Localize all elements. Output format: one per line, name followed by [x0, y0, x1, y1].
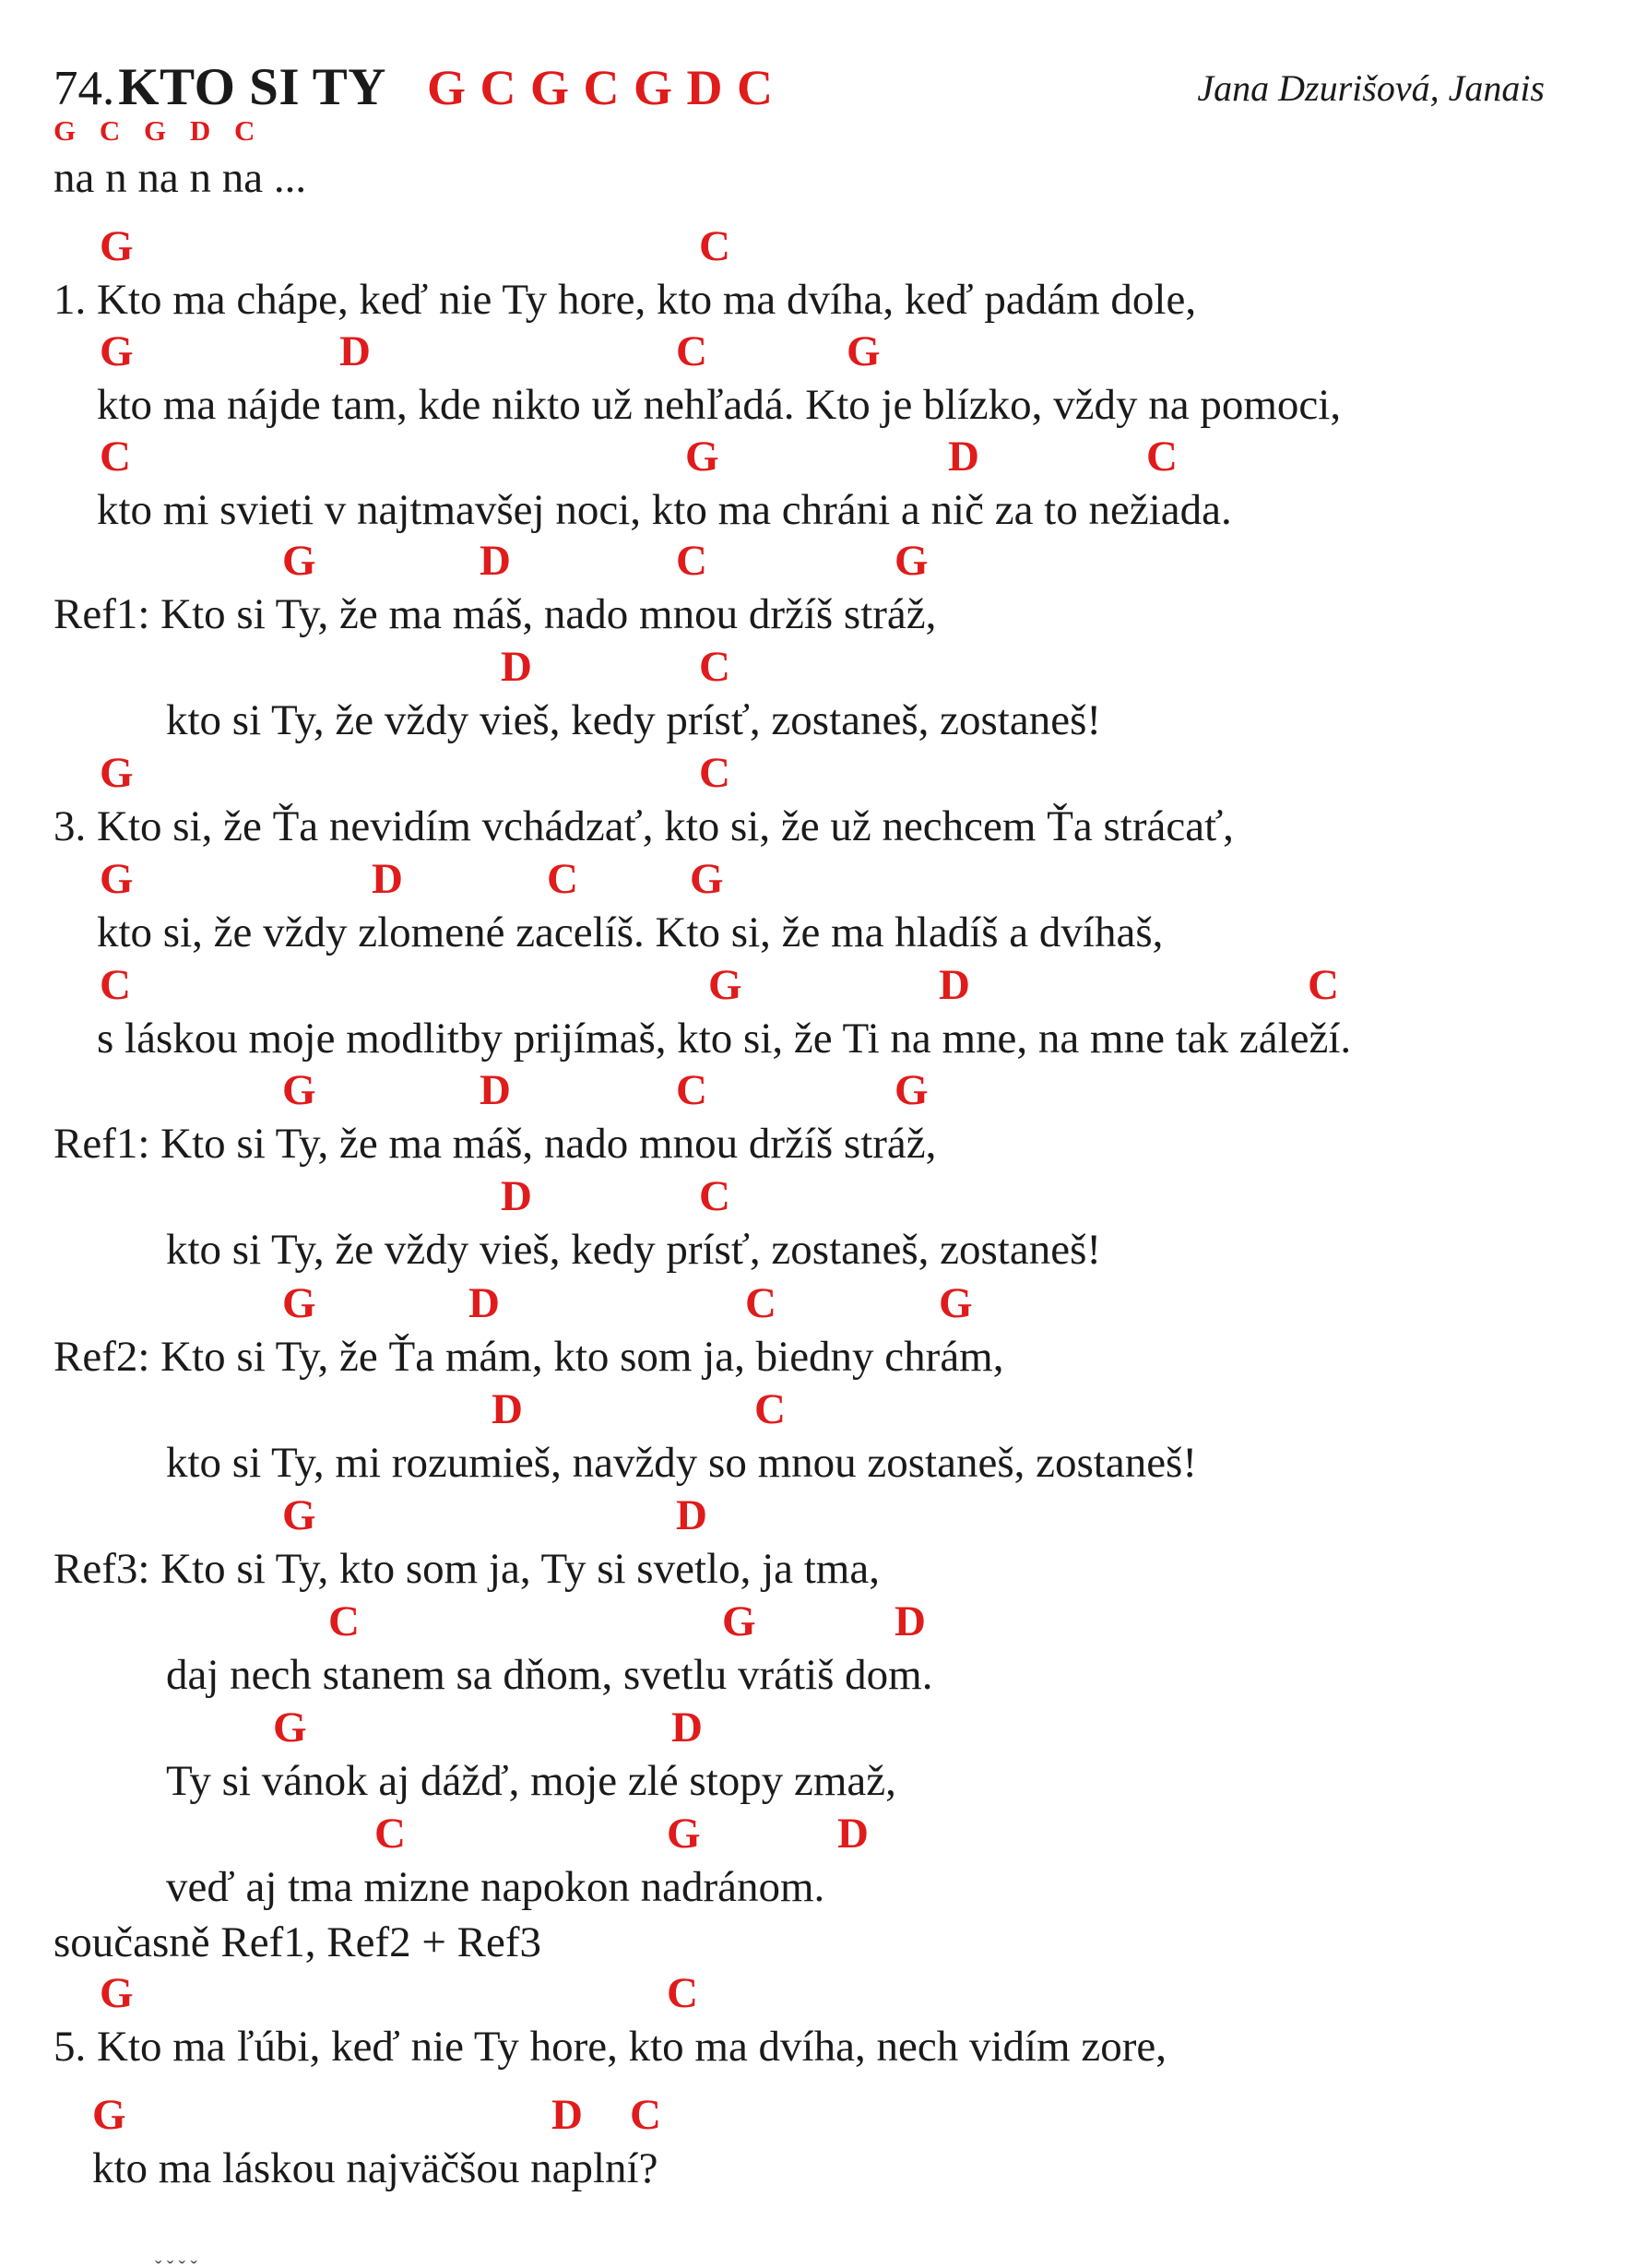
chord: D [480, 537, 511, 585]
lyric-line: Ref1: Kto si Ty, že ma máš, nado mnou držíš stráž, [53, 1120, 937, 1168]
song-heading [53, 57, 774, 117]
chord: C [1308, 961, 1339, 1009]
chord: D [551, 2091, 583, 2139]
chord: D [837, 1810, 869, 1858]
chord: G [100, 1969, 134, 2017]
lyric-line: současně Ref1, Ref2 + Ref3 [53, 1918, 542, 1966]
chord: C [667, 1969, 698, 2017]
lyric-line: kto ma nájde tam, kde nikto už nehľadá. Kto je blízko, vždy na pomoci, [97, 381, 1342, 429]
chord: D [948, 433, 979, 481]
chord: G [708, 961, 742, 1009]
lyric-line: s láskou moje modlitby prijímaš, kto si, že Ti na mne, na mne tak záleží. [97, 1015, 1352, 1063]
chord: C [676, 1066, 707, 1114]
lyric-line: veď aj tma mizne napokon nadránom. [166, 1863, 825, 1911]
lyric-line: Ref1: Kto si Ty, že ma máš, nado mnou držíš stráž, [53, 590, 937, 638]
intro-chords: G C G D C [53, 114, 264, 147]
chord: G [939, 1279, 973, 1327]
lyric-line: kto ma láskou najväčšou naplní? [92, 2144, 658, 2192]
lyric-line: kto mi svieti v najtmavšej noci, kto ma chráni a nič za to nežiada. [97, 486, 1232, 534]
chord: D [492, 1385, 523, 1433]
lyric-line: kto si Ty, že vždy vieš, kedy prísť, zostaneš, zostaneš! [166, 696, 1102, 744]
lyric-line: kto si Ty, mi rozumieš, navždy so mnou zostaneš, zostaneš! [166, 1439, 1197, 1487]
chord: C [328, 1597, 360, 1645]
lyric-line: Ty si vánok aj dážď, moje zlé stopy zmaž, [166, 1757, 896, 1805]
chord: G [847, 327, 881, 375]
chord: C [754, 1385, 786, 1433]
chord: G [100, 327, 134, 375]
song-title: KTO SI TY [118, 58, 386, 116]
chord: G [100, 222, 134, 270]
lyric-line: Ref3: Kto si Ty, kto som ja, Ty si svetlo, ja tma, [53, 1545, 880, 1593]
chord: G [722, 1597, 756, 1645]
chord: D [468, 1279, 500, 1327]
chord: G [100, 749, 134, 797]
chord: C [630, 2091, 661, 2139]
chord: C [100, 961, 131, 1009]
chord: D [501, 643, 532, 691]
chord: G [895, 1066, 929, 1114]
chord: G [690, 855, 724, 903]
chord: D [480, 1066, 511, 1114]
chord: D [895, 1597, 926, 1645]
chord: D [501, 1172, 532, 1220]
chord: C [699, 749, 730, 797]
lyric-line: 1. Kto ma chápe, keď nie Ty hore, kto ma dvíha, keď padám dole, [53, 276, 1197, 324]
song-number: 74. [53, 62, 115, 115]
cut-off-text-fragment: ˇ ˇ ˇ ˇ [155, 2256, 197, 2268]
chord: G [282, 537, 316, 585]
chord: G [282, 1491, 316, 1539]
chord: D [671, 1704, 703, 1751]
chord: C [699, 643, 730, 691]
chord: G [282, 1066, 316, 1114]
lyric-line: Ref2: Kto si Ty, že Ťa mám, kto som ja, biedny chrám, [53, 1333, 1004, 1381]
chord: D [939, 961, 970, 1009]
chord: C [699, 1172, 730, 1220]
chord: C [547, 855, 578, 903]
chord: D [676, 1491, 707, 1539]
chord: C [100, 433, 131, 481]
chord: C [676, 327, 707, 375]
lyric-line: 3. Kto si, že Ťa nevidím vchádzať, kto si, že už nechcem Ťa strácať, [53, 802, 1234, 850]
lyric-line: daj nech stanem sa dňom, svetlu vrátiš dom. [166, 1651, 933, 1699]
lyric-line: 5. Kto ma ľúbi, keď nie Ty hore, kto ma dvíha, nech vidím zore, [53, 2023, 1167, 2071]
chord: C [374, 1810, 406, 1858]
chord: C [1146, 433, 1178, 481]
chord: D [372, 855, 403, 903]
chord: G [100, 855, 134, 903]
chord: C [676, 537, 707, 585]
lyric-line: kto si, že vždy zlomené zacelíš. Kto si, že ma hladíš a dvíhaš, [97, 908, 1164, 956]
intro-text: na n na n na ... [53, 154, 307, 202]
chord: C [745, 1279, 776, 1327]
chord: C [699, 222, 730, 270]
lyric-line: kto si Ty, že vždy vieš, kedy prísť, zostaneš, zostaneš! [166, 1226, 1102, 1274]
chord: G [92, 2091, 126, 2139]
title-chords: G C G C G D C [426, 60, 774, 115]
chord: G [282, 1279, 316, 1327]
chord: D [339, 327, 371, 375]
chord: G [667, 1810, 701, 1858]
chord: G [895, 537, 929, 585]
chord: G [273, 1704, 307, 1751]
song-author: Jana Dzurišová, Janais [1197, 67, 1545, 109]
chord: G [685, 433, 719, 481]
